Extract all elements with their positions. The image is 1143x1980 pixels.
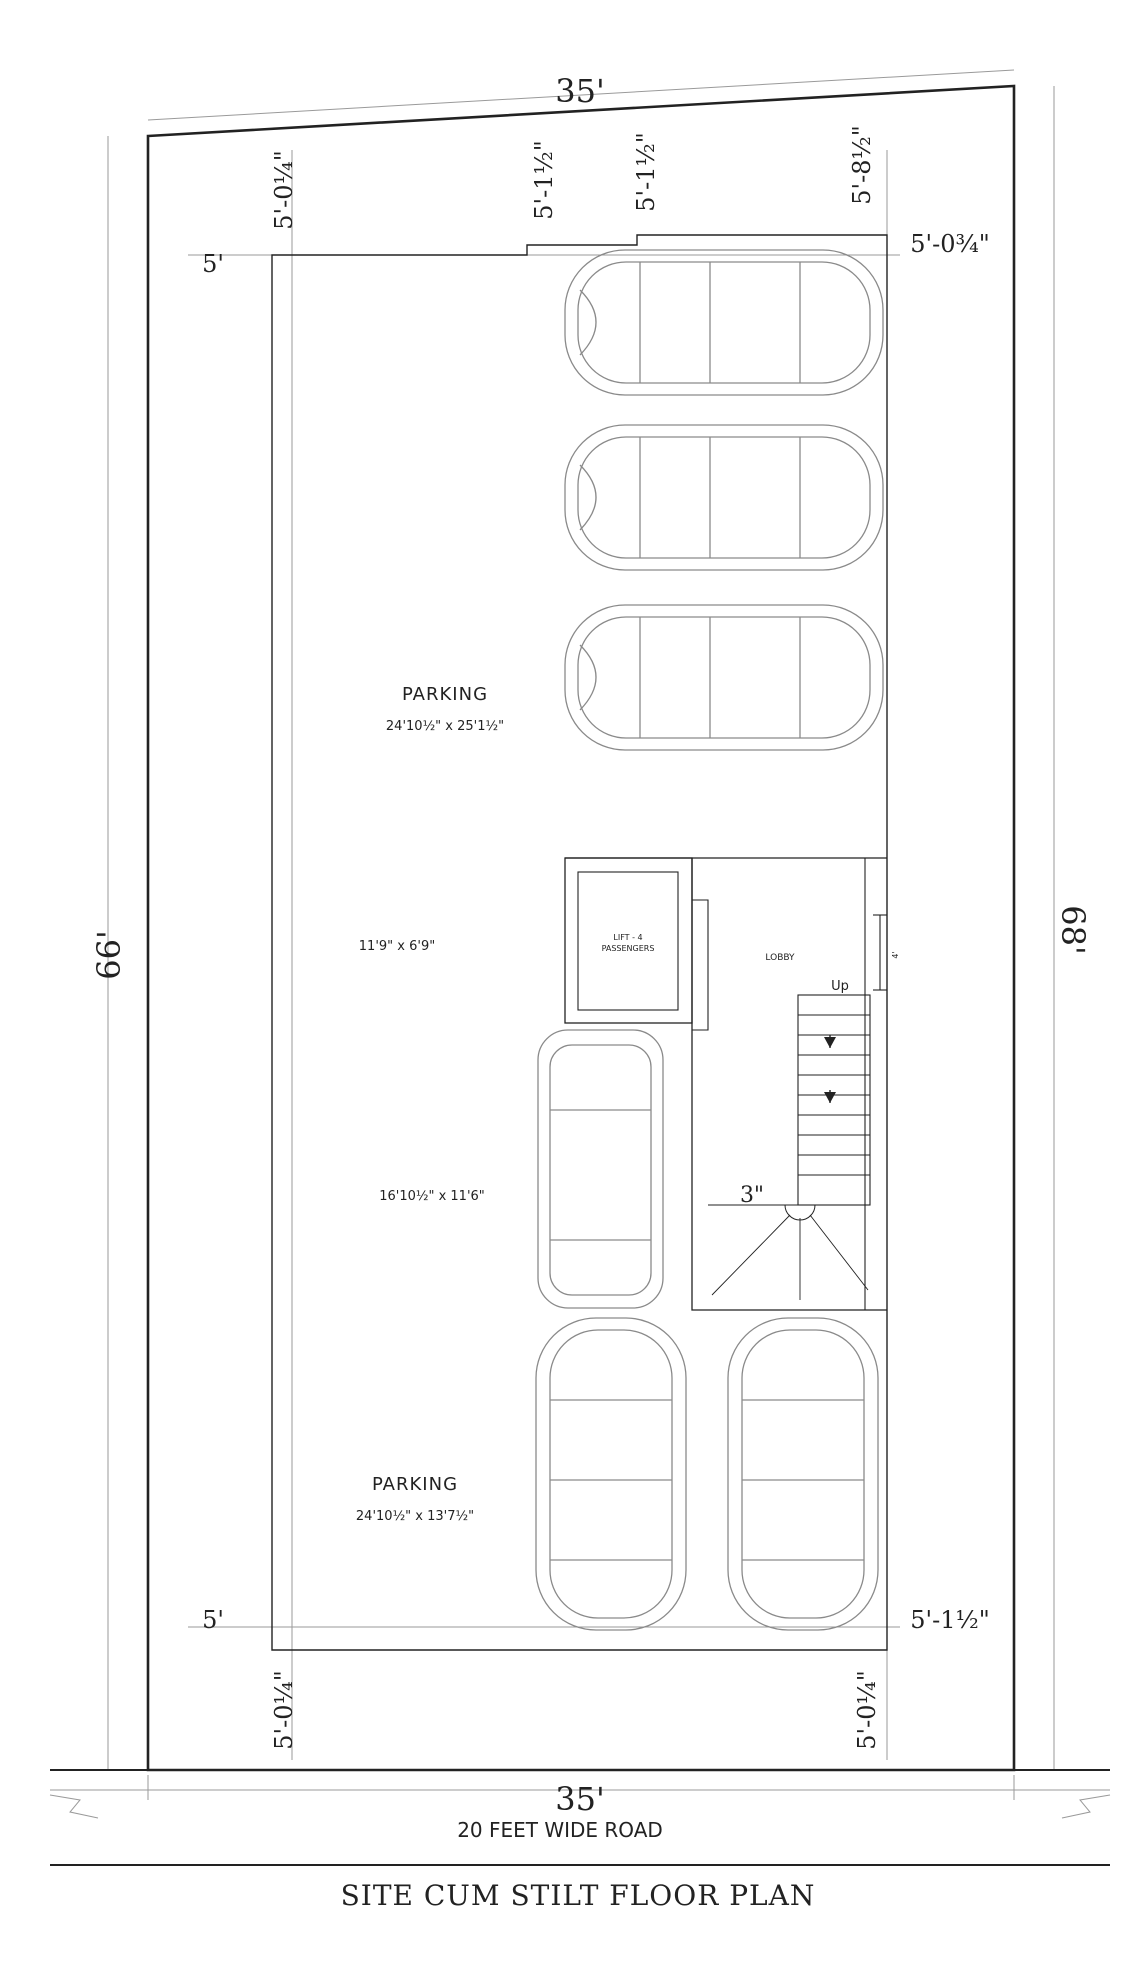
setback-left-top: 5' — [202, 250, 224, 278]
setback-bottom-left: 5'-0¼" — [270, 1670, 298, 1750]
setback-top-b: 5'-1½" — [530, 140, 558, 220]
plot-depth-left: 66' — [90, 930, 128, 980]
car-parked-2 — [565, 425, 883, 570]
winder-line — [712, 1215, 790, 1295]
lobby-dim-label: 4' — [891, 951, 900, 959]
lobby-pier — [692, 900, 708, 1030]
setback-top-d: 5'-8½" — [848, 125, 876, 205]
lift-capacity-label: PASSENGERS — [601, 944, 655, 953]
side-area-size: 16'10½" x 11'6" — [379, 1189, 485, 1204]
car-parked-4 — [538, 1030, 663, 1308]
setback-right-top: 5'-0¾" — [910, 230, 990, 258]
stair-up-label: Up — [831, 979, 849, 994]
winder-line — [810, 1215, 868, 1290]
lift-label: LIFT - 4 — [613, 933, 643, 942]
setback-right-bottom: 5'-1½" — [910, 1606, 990, 1634]
plot-width-bottom: 35' — [555, 1780, 605, 1818]
car-parked-6 — [728, 1318, 878, 1630]
stair-gap-dim: 3" — [739, 1183, 765, 1208]
parking-bottom-label: PARKING — [371, 1474, 459, 1495]
road-break-left — [50, 1795, 98, 1818]
mid-area-size: 11'9" x 6'9" — [358, 939, 436, 954]
car-parked-3 — [565, 605, 883, 750]
setback-bottom-right: 5'-0¼" — [853, 1670, 881, 1750]
parking-bottom-size: 24'10½" x 13'7½" — [355, 1509, 475, 1524]
road-label: 20 FEET WIDE ROAD — [457, 1818, 663, 1842]
drawing-title: SITE CUM STILT FLOOR PLAN — [340, 1879, 816, 1912]
lobby-label: LOBBY — [765, 953, 795, 963]
stair-arrow-head — [824, 1092, 836, 1103]
car-parked-5 — [536, 1318, 686, 1630]
plot-width-top: 35' — [555, 72, 605, 110]
stair-newel — [785, 1205, 815, 1220]
lobby-wall — [692, 858, 887, 1310]
car-parked-1 — [565, 250, 883, 395]
setback-top-a: 5'-0¼" — [270, 150, 298, 230]
plot-boundary — [148, 86, 1014, 1770]
stair-flight — [798, 995, 870, 1205]
setback-left-bottom: 5' — [202, 1606, 224, 1634]
stair-arrow-head — [824, 1037, 836, 1048]
parking-top-label: PARKING — [401, 684, 489, 705]
setback-top-c: 5'-1½" — [632, 132, 660, 212]
plot-depth-right: 68' — [1054, 905, 1092, 955]
road-break-right — [1062, 1795, 1110, 1818]
parking-top-size: 24'10½" x 25'1½" — [385, 719, 505, 734]
